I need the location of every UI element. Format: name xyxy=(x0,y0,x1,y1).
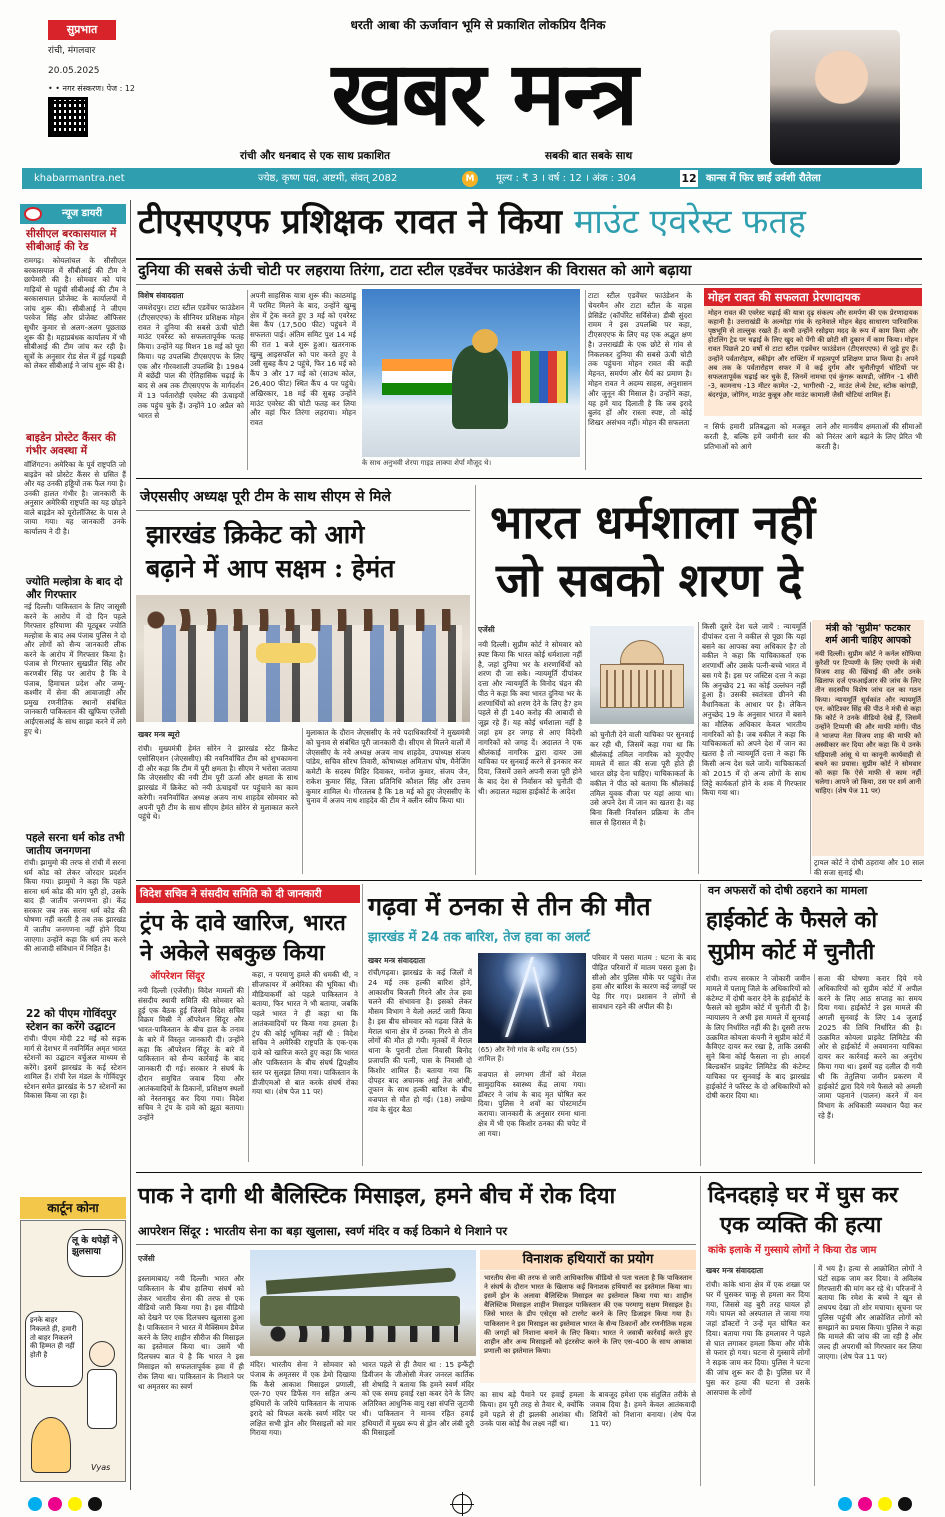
masthead-sub-right: सबकी बात सबके साथ xyxy=(545,150,633,162)
cricket-headline-2[interactable]: बढ़ाने में आप सक्षम : हेमंत xyxy=(146,554,395,583)
garhwa-col-3: परिवार में पसरा मातम : घटना के बाद पीड़ित परिवारों में मातम पसरा हुआ है। सीओ और पुलिस मौके पर पहुंचे। तेज हवा और बारिश के कारण कई जगहों पर पेड़ गिर गए। प्रशासन ने लोगों से सावधान रहने की अपील की है। xyxy=(592,953,696,1011)
garhwa-photo-caption: (65) और रेंगो गांव के धर्मेंद्र राम (55) शामिल हैं। xyxy=(478,1046,578,1064)
dharamshala-col-1: नयी दिल्ली। सुप्रीम कोर्ट ने सोमवार को स्पष्ट किया कि भारत कोई धर्मशाला नहीं है, जहां दुनिया भर के शरणार्थियों को शरण दी जा सके। न्यायमूर्ति दीपांकर दत्ता और न्यायमूर्ति के विनोद चंद्रन की पीठ ने कहा कि क्या भारत दुनिया भर के शरणार्थियों को शरण देने के लिए है? हम पहले से ही 140 करोड़ की आबादी से जूझ रहे हैं। यह कोई धर्मशाला नहीं है जहां हम हर जगह से आए विदेशी नागरिकों को जगह दें। अदालत ने एक श्रीलंकाई नागरिक द्वारा दायर उस याचिका पर सुनवाई करने से इनकार कर दिया, जिसमें उसने अपनी सजा पूरी होने के बाद देश से निर्वासन को चुनौती दी थी। अदालत मद्रास हाईकोर्ट के आदेश xyxy=(478,640,582,796)
murder-headline-2[interactable]: एक व्यक्ति की हत्या xyxy=(720,1212,882,1238)
registration-magenta-icon xyxy=(48,1497,62,1511)
garhwa-byline: खबर मन्त्र संवाददाता xyxy=(368,956,426,965)
cartoon-speech-1: लू के थपेड़ों ने झुलसाया xyxy=(67,1229,123,1277)
page-count-badge: 12 xyxy=(681,172,697,185)
murder-col-2: में भय है। हत्या से आक्रोशित लोगों ने घंटों सड़क जाम कर दिया। वे अविलंब गिरफ्तारी की मांग कर रहे थे। परिजनों ने बताया कि रमेश के बच्चे ने खून से लथपथ देखा तो शोर मचाया। सूचना पर पुलिस पहुंची और आक्रोशित लोगों को समझाने का प्रयास किया। पुलिस ने कहा कि मामले की जांच की जा रही है और जल्द ही अपराधी को गिरफ्तार कर लिया जाएगा। (शेष पेज 11 पर) xyxy=(818,1264,922,1362)
registration-cyan-icon xyxy=(28,1497,42,1511)
trump-tag: ऑपरेशन सिंदूर xyxy=(150,971,205,982)
rebuke-title-1[interactable]: मंत्री को 'सुप्रीम' फटकार xyxy=(825,623,911,634)
edition-badge: सुप्रभात xyxy=(48,20,116,40)
center-divider xyxy=(475,485,476,875)
murder-divider xyxy=(814,1264,815,1486)
missile-photo-caption: भारत पहले से ही तैयार था : 15 इन्फैंट्री डिवीजन के जीओसी मेजर जनरल कार्तिक सी शेषाद्रि ने बताया कि हमने स्वर्ण मंदिर को एक समग्र हवाई रक्षा कवर देने के लिए अतिरिक्त आधुनिक वायु रक्षा संपत्ति जुटायी थी। पाकिस्तान ने मानव रहित हवाई हथियारों में मुख्य रूप से ड्रोन और लंबी दूरी की मिसाइलों xyxy=(362,1360,474,1438)
lead-photo-caption: के साथ अनुभवी शेरपा गाइड लाक्पा शेर्पा मौजूद थे। xyxy=(362,459,492,467)
garhwa-right-divider xyxy=(700,884,701,1166)
highcourt-headline-1[interactable]: हाईकोर्ट के फैसले को xyxy=(706,907,878,933)
sidebar-title-5[interactable]: 22 को पीएम गोविंदपुर स्टेशन का करेंगे उद्घाटन xyxy=(26,1008,117,1033)
garhwa-col-2: वज्रपात से लगभग तीनों को मेराल सामुदायिक स्वास्थ्य केंद्र लाया गया। डॉक्टर ने जांच के बाद मृत घोषित कर दिया। पुलिस ने शवों का पोस्टमार्टम कराया। जानकारी के अनुसार रमना थाना क्षेत्र में भी एक किशोर ठनका की चपेट में आ गया। xyxy=(478,1070,586,1138)
dharamshala-headline-2[interactable]: जो सबको शरण दे xyxy=(496,553,803,607)
cricket-headline-1[interactable]: झारखंड क्रिकेट को आगे xyxy=(146,520,365,549)
cricket-team-photo xyxy=(136,595,470,722)
dharamshala-byline: एजेंसी xyxy=(478,625,495,634)
sidebar-body-2: वॉशिंगटन। अमेरिका के पूर्व राष्ट्रपति जो बाइडेन को प्रोस्टेट कैंसर से ग्रसित हैं और यह उनकी हड्डियों तक फैल गया है। उनकी हालत गंभीर है। जानकारी के अनुसार अमेरिकी राष्ट्रपति का यह छोड़ने वाले बाइडेन को यूरोलॉजिस्ट के पास ले जाया गया। यह जानकारी उनके कार्यालय ने दी है। xyxy=(24,460,126,537)
sidebar-title-1[interactable]: सीसीएल बरकासयाल में सीबीआई की रेड xyxy=(26,228,117,253)
lead-headline[interactable] xyxy=(138,200,806,244)
rebuke-body: नयी दिल्ली। सुप्रीम कोर्ट ने कर्नल सोफिया कुरैशी पर टिप्पणी के लिए एमपी के मंत्री विजय शाह की खिंचाई की और उनके खिलाफ दर्ज एफआईआर की जांच के लिए तीन सदस्यीय विशेष जांच दल का गठन किया। न्यायमूर्ति सूर्यकांत और न्यायमूर्ति एन. कोटिश्वर सिंह की पीठ ने मंत्री से कहा कि कोर्ट ने उनके वीडियो देखे हैं, जिसमें उन्होंने टिप्पणी की और माफी मांगी। पीठ ने भाजपा नेता विजय शाह की माफी को अस्वीकार कर दिया और कहा कि ये उनके घड़ियाली आंसू थे या कानूनी कार्यवाही से बचने का प्रयास। सुप्रीम कोर्ट ने सोमवार को कहा कि ऐसे माफी से काम नहीं चलेगा। आपने जो किया, उस पर शर्म आनी चाहिए। (शेष पेज 11 पर) xyxy=(815,649,921,796)
missile-col-1: इस्लामाबाद/ नयी दिल्ली। भारत और पाकिस्तान के बीच हालिया संघर्ष को लेकर भारतीय सेना की तरफ से एक वीडियो जारी किया गया है। इस वीडियो को देखने पर एक दिलचस्प खुलासा हुआ है। पाकिस्तान ने भारत में मैक्सिमम डैमेज करने के लिए शाहीन सीरीज की मिसाइल का इस्तेमाल किया था। उसमें भी दिलचस्प बात ये है कि भारत ने इस मिसाइल को सफलतापूर्वक हवा में ही रोक लिया था। पाकिस्तान के निशाने पर था अमृतसर का स्वर्ण xyxy=(138,1274,244,1391)
murder-byline: खबर मन्त्र संवाददाता xyxy=(706,1266,764,1275)
dharamshala-tail: ट्रायल कोर्ट ने दोषी ठहराया और 10 साल की सजा सुनाई थी। xyxy=(814,858,924,876)
missile-headline[interactable]: पाक ने दागी थी बैलिस्टिक मिसाइल, हमने बीच में रोक दिया xyxy=(138,1183,616,1209)
cartoon-panel xyxy=(20,1220,126,1482)
sidebar-title-2[interactable]: बाइडेन प्रोस्टेट कैंसर की गंभीर अवस्था में xyxy=(26,432,116,457)
garhwa-col-1: रांची/गढ़वा। झारखंड के कई जिलों में 24 मई तक हल्की बारिश होने, आकाशीय बिजली गिरने और तेज हवा चलने की संभावना है। इसको लेकर मौसम विभाग ने येलो अलर्ट जारी किया है। इस बीच सोमवार को गढ़वा जिले के मेराल थाना क्षेत्र में ठनका गिरने से तीन लोगों की मौत हो गयी। मृतकों में मेराल थाना के पुरानी टोला निवासी बिनोद प्रजापति की पत्नी, पास के निवासी दो किशोर शामिल हैं। बताया गया कि दोपहर बाद अचानक आई तेज आंधी, तूफान के साथ हल्की बारिश के बीच वज्रपात से मौत हो गई। (18) लखेया गांव के सुंदर बैठा xyxy=(368,968,472,1114)
cartoon-header: कार्टून कोना xyxy=(20,1197,126,1219)
missile-byline: एजेंसी xyxy=(138,1254,155,1263)
supreme-rebuke-box xyxy=(812,620,924,856)
celebrity-photo xyxy=(770,30,900,165)
lead-col-3: टाटा स्टील एडवेंचर फाउंडेशन के चेयरमैन और टाटा स्टील के वाइस प्रेसिडेंट (कॉर्पोरेट सर्विसेज) डीबी सुंदरा रामम ने इस उपलब्धि पर कहा, टीएसएएफ के लिए यह एक अद्भुत क्षण है। उत्तराखंडी के एक छोटे से गांव से निकलकर दुनिया की सबसे ऊंची चोटी तक पहुंचना मोहन रावत की कड़ी मेहनत, समर्पण और धैर्य का प्रमाण है। मोहन रावत ने अदम्य साहस, अनुशासन और जुनून की मिसाल है। उन्होंने कहा, यह हमें याद दिलाती है कि जब इरादे बुलंद हों और रास्ता स्पष्ट, तो कोई शिखर असंभव नहीं। मोहन की सफलता xyxy=(588,291,692,428)
lead-headline-a: टीएसएएफ प्रशिक्षक रावत ने किया xyxy=(138,202,562,242)
trump-col-2: कहा, न परमाणु हमले की धमकी थी, न सीजफायर में अमेरिका की भूमिका थी। मीडियाकर्मी को पहले पाकिस्तान ने बताया, फिर भारत ने भी बताया, जबकि पहले भारत ने ही कहा था कि आतंकवादियों पर किया गया हमला है। ट्रंप की कोई भूमिका नहीं थी : विदेश सचिव ने अमेरिकी राष्ट्रपति के एक-एक दावे को खारिज करते हुए कहा कि भारत और पाकिस्तान के बीच संघर्ष द्विपक्षीय स्तर पर सुलझा लिया गया। पाकिस्तान के डीजीएमओ से बात करके संघर्ष रोका गया था। (शेष पेज 11 पर) xyxy=(252,970,358,1097)
missile-launcher-photo xyxy=(250,1250,476,1356)
lead-subhead-rule xyxy=(136,284,922,285)
cartoon-sun-figure xyxy=(31,1417,71,1473)
lead-byline: विशेष संवाददाता xyxy=(138,291,184,300)
newspaper-logo: खबर मन्त्र xyxy=(331,41,637,145)
sidebar-body-5: रांची। पीएम मोदी 22 मई को सड़क मार्ग से देशभर में नवनिर्मित अमृत भारत स्टेशनों का उद्घाटन वर्चुअल माध्यम से करेंगे। इसमें झारखंड के कई स्टेशन शामिल हैं। रांची रेल मंडल के गोविंदपुर स्टेशन समेत झारखंड के 57 स्टेशनों का विकास किया जा रहा है। xyxy=(24,1034,126,1101)
registration-yellow-icon xyxy=(68,1497,82,1511)
lead-rule xyxy=(136,258,922,260)
registration-magenta-icon-2 xyxy=(858,1497,872,1511)
highcourt-col-1: रांची। राज्य सरकार ने जोकारी जमीन मामले में पलामू जिले के अधिकारियों को कंटेम्प्ट में दोषी करार देने के हाईकोर्ट के फैसले को सुप्रीम कोर्ट में चुनौती दी है। न्यायालय ने अभी इस मामले में सुनवाई के लिए निर्धारित नहीं की है। दूसरी तरफ उत्क्रमित कोयला कंपनी ने सुप्रीम कोर्ट में कैविएट दायर कर रखा है, ताकि उसकी सुने बिना कोई फैसला ना हो। आदर्श बिल्डकॉन प्राइवेट लिमिटेड की कंटेम्प्ट याचिका पर सुनवाई के बाद झारखंड हाईकोर्ट ने फॉरेस्ट के दो अधिकारियों को दोषी करार दिया था। xyxy=(706,974,810,1101)
murder-col-1: रांची। कांके थाना क्षेत्र में एक शख्स पर घर में घुसकर चाकू से हमला कर दिया गया, जिससे वह बुरी तरह घायल हो गये। घायल को अस्पताल ले जाया गया जहां डॉक्टरों ने उन्हें मृत घोषित कर दिया। बताया गया कि हमलावर ने पहले से घात लगाकर हमला किया और मौके से फरार हो गया। घटना से गुस्साये लोगों ने सड़क जाम कर दिया। पुलिस ने घटना की जांच शुरू कर दी है। पुलिस घर में घुस कर हत्या की घटना से उसके आसपास के लोगों xyxy=(706,1280,810,1397)
cartoon-speech-2: इनके बाहर निकलते ही, हमारी तो बाहर निकलने की हिम्मत ही नहीं होती है xyxy=(25,1311,83,1387)
missile-box-body: भारतीय सेना की तरफ से जारी आधिकारिक वीडियो से पता चलता है कि पाकिस्तान ने संघर्ष के दौरान भारत के खिलाफ कई विनाशक हथियारों का इस्तेमाल किया था। इसमें ड्रोन के अलावा बैलिस्टिक मिसाइल का इस्तेमाल किया गया था। शाहीन बैलिस्टिक मिसाइल शाहीन मिसाइल पाकिस्तान की एक परमाणु सक्षम मिसाइल है। जिसे भारत के डीप एसेट्स को टारगेट करने के लिए डिजाइन किया गया है। पाकिस्तान ने इस मिसाइल का इस्तेमाल भारत के सैन्य ठिकानों और रणनीतिक महत्व की जगहों को निशाना बनाने के लिए किया। भारत ने जवाबी कार्रवाई करते हुए शाहीन और अन्य मिसाइलों को इंटरसेप्ट करने के लिए एस-400 के साथ आकाश प्रणाली का इस्तेमाल किया। xyxy=(480,1271,696,1383)
crosshair-icon xyxy=(452,1494,472,1514)
date: 20.05.2025 xyxy=(48,66,100,76)
missile-subhead-rule xyxy=(136,1244,696,1245)
sidebar-body-3: नई दिल्ली। पाकिस्तान के लिए जासूसी करने के आरोप में दो दिन पहले गिरफ्तार हरियाणा की यूट्यूबर ज्योति मल्होत्रा के बाद अब पंजाब पुलिस ने दो और लोगों को सैन्य जानकारी लीक करने के आरोप में गिरफ्तार किया है। पंजाब से गिरफ्तार सुखप्रीत सिंह और करणबीर सिंह पर आरोप है कि वे पंजाब, हिमाचल प्रदेश और जम्मू-कश्मीर में सेना की आवाजाही और प्रमुख रणनीतिक स्थानों संबंधित जानकारी पाकिस्तान की खुफिया एजेंसी आईएसआई के साथ साझा करने में लगे हुए थे। xyxy=(24,602,126,736)
sidebar-title-4[interactable]: पहले सरना धर्म कोड तभी जातीय जनगणना xyxy=(26,832,125,857)
supreme-court-photo xyxy=(590,626,694,724)
website-link[interactable]: khabarmantra.net xyxy=(34,173,125,184)
murder-kicker: कांके इलाके में गुस्साये लोगों ने किया रोड जाम xyxy=(708,1245,877,1256)
murder-headline-1[interactable]: दिनदहाड़े घर में घुस कर xyxy=(708,1182,898,1208)
tagline: धरती आबा की ऊर्जावान भूमि से प्रकाशित लोकप्रिय दैनिक xyxy=(350,18,606,32)
city-day: रांची, मंगलवार xyxy=(48,46,96,56)
cricket-col-2: मुलाकात के दौरान जेएससीए के नये पदाधिकारियों ने मुख्यमंत्री को चुनाव से संबंधित पूरी जानकारी दी। सीएम से मिलने वालों में जेएससीए के नये अध्यक्ष अजय नाथ शाहदेव, उपाध्यक्ष संजय पांडेय, सचिव सौरभ तिवारी, कोषाध्यक्ष अमिताभ घोष, मैनेजिंग कमेटी के सदस्य मिहिर दिवाकर, मनोज कुमार, संजय जैन, राकेश कुमार सिंह, जिला प्रतिनिधि कौशल सिंह और उत्तम कुमार शामिल थे। गौरतलब है कि 18 मई को हुए जेएससीए के चुनाव में अजय नाथ शाहदेव की टीम ने क्लीन स्वीप किया था। xyxy=(306,728,470,806)
lead-subhead: दुनिया की सबसे ऊंची चोटी पर लहराया तिरंगा, टाटा स्टील एडवेंचर फाउंडेशन की विरासत को आगे बढ़ाया xyxy=(138,263,692,279)
garhwa-headline[interactable]: गढ़वा में ठनका से तीन की मौत xyxy=(368,892,651,921)
trump-divider xyxy=(248,986,249,1162)
highcourt-divider xyxy=(814,974,815,1164)
sidebar-title-3[interactable]: ज्योति मल्होत्रा के बाद दो और गिरफ्तार xyxy=(26,576,123,601)
cricket-kicker-rule xyxy=(136,510,470,511)
lead-divider-2 xyxy=(585,290,586,470)
missile-col-4: के बावजूद हमेशा एक संतुलित तरीके से जवाब दिया है। हमने केवल आतंकवादी शिविरों को निशाना बनाया। (शेष पेज 11 पर) xyxy=(590,1390,696,1429)
sidebar-divider xyxy=(130,200,131,1490)
teaser[interactable]: कान्स में फिर छाईं उर्वशी रौतेला xyxy=(706,173,821,184)
missile-subhead: आपरेशन सिंदूर : भारतीय सेना का बड़ा खुलासा, स्वर्ण मंदिर व कई ठिकाने थे निशाने पर xyxy=(138,1224,508,1238)
cartoon-figure xyxy=(83,1341,121,1451)
cartoonist-signature: Vyas xyxy=(91,1463,111,1472)
trump-headline-1[interactable]: ट्रंप के दावे खारिज, भारत xyxy=(140,910,346,936)
lead-box-body: मोहन रावत की एवरेस्ट चढ़ाई की यात्रा दृढ़ संकल्प और समर्पण की एक प्रेरणादायक कहानी है। उत्तराखंडी के अल्मोड़ा गांव के रहनेवाले मोहन बेहद साधारण पारिवारिक पृष्ठभूमि से ताल्लुक रखते हैं। कभी उन्होंने रसोइया मदद के रूप में काम किया और होटलिंग ट्रेड पर चढ़ाई के लिए खुद को पेंगी की छोटी सी दुकान में काम किया। मोहन रावत पिछले 20 वर्षों से टाटा स्टील एडवेंचर फाउंडेशन (टीएसएएफ) से जुड़े हुए हैं। उन्होंने पर्वतारोहण, स्कीइंग और राफ्टिंग में महत्वपूर्ण प्रशिक्षण प्राप्त किया है। अपने अब तक के पर्वतारोहण सफर में वे कई दुर्गम और चुनौतीपूर्ण चोटियों पर सफलतापूर्वक चढ़ाई कर चुके हैं, जिनमें नामचा एवं कुंगरू कामडी, जोगिन -1 सीरी -3, कामनाथ -13 मीटर कामेत -2, भागीरथी -2, माउंट लेन्थे टेस्ट, स्टोक कांगड़ी, बंदरपूंछ, जोगिन, माउंट कुन्नूत्र और माउंट कामाली जैसी चोटियां शामिल हैं। xyxy=(704,306,922,416)
trump-headline-2[interactable]: ने अकेले सबकुछ किया xyxy=(140,940,325,966)
rebuke-title-2[interactable]: शर्म आनी चाहिए आपको xyxy=(825,635,911,647)
registration-black-icon xyxy=(88,1497,102,1511)
registration-black-icon-2 xyxy=(898,1497,912,1511)
sidebar-body-1: रामगढ़। कोयलांचल के सीसीएल बरकासयाल में सीबीआई की टीम ने छापेमारी की है। सोमवार को पांच गाड़ियों से पहुंची सीबीआई की टीम ने बरकासयाल प्रोजेक्ट के कार्यालयों में जांच शुरू की। सीबीआई ने जीएम परवेज सिंह और प्रोजेक्ट ऑफिसर सुधीर कुमार से अलग-अलग पूछताछ शुरू की है। महाप्रबंधक कार्यालय में भी सीबीआई की टीम जांच कर रही है। सूत्रों के अनुसार रोड सेल में हुई गड़बड़ी को लेकर सीबीआई ने जांच शुरू की है। xyxy=(24,256,126,371)
lead-bottom-rule xyxy=(136,478,922,479)
trump-col-1: नयी दिल्ली (एजेंसी)। विदेश मामलों की संसदीय स्थायी समिति की सोमवार को हुई एक बैठक हुई जिसमें विदेश सचिव विक्रम मिस्री ने ऑपरेशन सिंदूर और भारत-पाकिस्तान के बीच हाल के तनाव के बारे में विस्तृत जानकारी दी। उन्होंने कहा कि ऑपरेशन सिंदूर के बारे में पाकिस्तान को सैन्य कार्रवाई के बाद जानकारी दी गई। सरकार ने संघर्ष के दौरान समुचित जवाब दिया और आतंकवादियों के ठिकानों, प्रशिक्षण स्थलों को नेस्तनाबूद कर दिया गया। विदेश सचिव ने ट्रंप के दावे को झूठा बताया। उन्होंने xyxy=(138,986,244,1123)
price-info: मूल्य : ₹ 3 । वर्ष : 12 । अंक : 304 xyxy=(496,173,637,184)
cricket-kicker: जेएससीए अध्यक्ष पूरी टीम के साथ सीएम से मिले xyxy=(140,489,391,505)
registration-cyan-icon-2 xyxy=(838,1497,852,1511)
missile-right-divider xyxy=(700,1176,701,1486)
highcourt-headline-2[interactable]: सुप्रीम कोर्ट में चुनौती xyxy=(708,939,875,965)
trump-kicker: विदेश सचिव ने संसदीय समिति को दी जानकारी xyxy=(136,885,360,903)
dharamshala-headline-1[interactable]: भारत धर्मशाला नहीं xyxy=(490,495,816,549)
mid-rule xyxy=(136,880,922,881)
dharamshala-divider-1 xyxy=(698,622,699,874)
dharamshala-col-2: को चुनौती देने वाली याचिका पर सुनवाई कर रही थी, जिसमें कहा गया था कि श्रीलंकाई तमिल नागरिक को यूएपीए मामले में सात की सजा पूरी होते ही भारत छोड़ देना चाहिए। याचिकाकर्ता के वकील ने पीठ को बताया कि श्रीलंकाई तमिल युवक वीजा पर यहां आया था। उसे अपने देश में जान का खतरा है। वह बिना किसी निर्वासन प्रक्रिया के तीन साल से हिरासत में है। xyxy=(590,730,694,828)
registration-yellow-icon-2 xyxy=(878,1497,892,1511)
everest-summit-photo xyxy=(362,289,580,457)
qr-code-icon xyxy=(48,97,88,137)
lower-rule xyxy=(136,1172,922,1173)
lead-box-title: मोहन रावत की सफलता प्रेरणादायक xyxy=(704,288,922,306)
highcourt-kicker: वन अफसरों को दोषी ठहराने का मामला xyxy=(708,884,868,897)
lead-col-4: न सिर्फ हमारी प्रतिबद्धता को मजबूत करती है, बल्कि हमें जमीनी स्तर की प्रतिभाओं को आगे xyxy=(704,422,810,451)
lead-col-5: लाने और मानवीय क्षमताओं की सीमाओं को निरंतर आगे बढ़ाने के लिए प्रेरित भी करती है। xyxy=(816,422,922,451)
lead-headline-b: माउंट एवरेस्ट फतह xyxy=(573,202,806,242)
trump-right-divider xyxy=(362,884,363,1166)
lead-divider-1 xyxy=(247,290,248,470)
missile-col-3: का साथ बड़े पैमाने पर हवाई हमला किया। हम पूरी तरह से तैयार थे, क्योंकि हमें पहले से ही झलकी आशंका थी। उनके पास कोई वैध लक्ष्य नहीं था। xyxy=(480,1390,584,1429)
missile-box-title: विनाशक हथियारों का प्रयोग xyxy=(480,1250,696,1270)
news-diary-icon xyxy=(24,207,42,221)
panchang: ज्येष्ठ, कृष्ण पक्ष, अष्टमी, संवत् 2082 xyxy=(258,173,398,184)
news-diary-label: न्यूज डायरी xyxy=(62,208,103,219)
lead-col-1: जमशेदपुर। टाटा स्टील एडवेंचर फाउंडेशन (टीएसएएफ) के सीनियर प्रशिक्षक मोहन रावत ने दुनिया की सबसे ऊंची चोटी माउंट एवरेस्ट को सफलतापूर्वक फतह किया। उन्होंने यह मिशन 18 मई को पूरा किया। यह उपलब्धि टीएसएएफ के लिए एक और गौरवशाली उपलब्धि है। 1984 में बछेंद्री पाल की ऐतिहासिक चढ़ाई के बाद से अब तक टीएसएएफ के मार्गदर्शन में 13 पर्वतारोही एवरेस्ट की ऊंचाइयों तक पहुंच चुके हैं। उन्होंने 10 अप्रैल को भारत से xyxy=(138,303,244,420)
cricket-col-1: रांची। मुख्यमंत्री हेमंत सोरेन ने झारखंड स्टेट क्रिकेट एसोसिएशन (जेएससीए) की नवनिर्वाचित टीम को शुभकामना दी और कहा कि टीम में पूरी क्षमता है। सीएम ने भरोसा जताया कि जेएससीए की नयी टीम पूरी ऊर्जा और क्षमता के साथ झारखंड में क्रिकेट को नयी ऊंचाइयों पर पहुंचाने का काम करेगी। नवनिर्वाचित अध्यक्ष अजय नाथ शाहदेव सोमवार को अपनी पूरी टीम के साथ सीएम हेमंत सोरेन से मुलाकात करने पहुंचे थे। xyxy=(138,744,298,822)
garhwa-subhead: झारखंड में 24 तक बारिश, तेज हवा का अलर्ट xyxy=(368,930,591,945)
m-logo-icon: M xyxy=(462,171,478,187)
cricket-byline: खबर मन्त्र ब्यूरो xyxy=(138,730,180,739)
masthead-sub-left: रांची और धनबाद से एक साथ प्रकाशित xyxy=(240,150,391,162)
lightning-photo xyxy=(478,953,586,1043)
sidebar-body-4: रांची। झामुमो की तरफ से रांची में सरना धर्म कोड को लेकर जोरदार प्रदर्शन किया गया। झामुमो ने कहा कि पहले सरना धर्म कोड की मांग पूरी हो, उसके बाद ही जातीय जनगणना हो। केंद्र सरकार जब तक सरना धर्म कोड की घोषणा नहीं करती है तब तक झारखंड में जातीय जनगणना नहीं होने दिया जाएगा। उन्होंने कहा कि धर्म तय करने की आजादी संविधान में निहित है। xyxy=(24,858,126,954)
lead-col-2: अपनी साहसिक यात्रा शुरू की। काठमांडू में परमिट मिलने के बाद, उन्होंने खुम्बु क्षेत्र में ट्रेक करते हुए 3 मई को एवरेस्ट बेस कैंप (17,500 फीट) पहुंचने में सफलता पाई। अंतिम समिट पुश 14 मई की रात 1 बजे शुरू हुआ। खतरनाक खुम्बु आइसफॉल को पार करते हुए वे उसी सुबह कैंप 2 पहुंचे, फिर 16 मई को कैंप 3 और 17 मई को (साउथ कोल, 26,400 फीट) स्थित कैंप 4 पर पहुंचे। अखिरकार, 18 मई की सुबह उन्होंने माउंट एवरेस्ट की चोटी फतह कर लिया और वहां फिर तिरंगा लहराया। मोहन रावत xyxy=(250,291,356,428)
highcourt-col-2: सजा की घोषणा करार दिये गये अधिकारियों को सुप्रीम कोर्ट में अपील करने के लिए आठ सप्ताह का समय दिया गया। हाईकोर्ट ने इस मामले की अगली सुनवाई के लिए 14 जुलाई 2025 की तिथि निर्धारित की है। उत्क्रमित कोयला प्राइवेट लिमिटेड की ओर से हाईकोर्ट में अवमानना याचिका दायर कर कार्रवाई करने का अनुरोध किया गया था। इसमें यह दलील दी गयी थी कि तेतुलिया जमीन प्रकरण में हाईकोर्ट द्वारा दिये गये फैसले को अमली जामा पहनाने (पालन) करने में वन विभाग के अधिकारी व्यवधान पैदा कर रहे हैं। xyxy=(818,974,922,1120)
edition-info: • • नगर संस्करण। पेज : 12 xyxy=(48,84,136,93)
missile-col-2: मंदिर। भारतीय सेना ने सोमवार को पंजाब के अमृतसर में एक डेमो दिखाया कि कैसे आकाश मिसाइल प्रणाली, एल-70 एयर डिफेंस गन सहित अन्य हथियारों के जरिये पाकिस्तान के नापाक इरादे को विफल करके स्वर्ण मंदिर पर लक्षित सभी ड्रोन और मिसाइलों को मार गिराया गया। xyxy=(250,1360,356,1438)
cricket-divider xyxy=(302,728,303,874)
dharamshala-divider-2 xyxy=(810,622,811,874)
dharamshala-col-3: किसी दूसरे देश चले जायें : न्यायमूर्ति दीपांकर दत्ता ने वकील से पूछा कि यहां बसने का आपका क्या अधिकार है? तो वकील ने कहा कि याचिकाकर्ता एक शरणार्थी और उसके पत्नी-बच्चे भारत में बस गये हैं। इस पर जस्टिस दत्ता ने कहा कि अनुच्छेद 21 का कोई उल्लंघन नहीं हुआ है। उसकी स्वतंत्रता छीनने की वैधानिकता के आधार पर है। लेकिन अनुच्छेद 19 के अनुसार भारत में बसने का मौलिक अधिकार केवल भारतीय नागरिकों को है। जब वकील ने कहा कि याचिकाकर्ता को अपने देश में जान का खतरा है तो न्यायमूर्ति दत्ता ने कहा कि किसी अन्य देश चले जायें। याचिकाकर्ता को 2015 में दो अन्य लोगों के साथ लिट्टे कार्यकर्ता होने के शक में गिरफ्तार किया गया था। xyxy=(702,622,806,798)
